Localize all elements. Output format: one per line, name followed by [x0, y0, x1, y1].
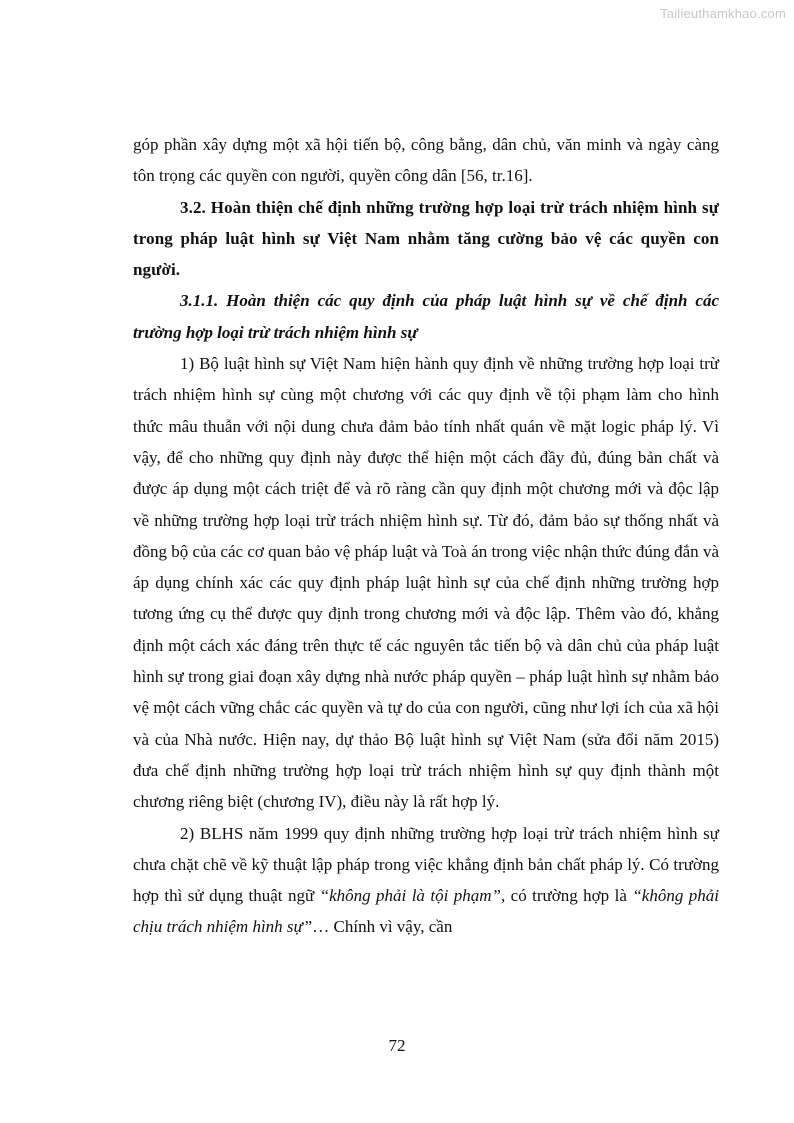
- document-body: [133, 129, 719, 943]
- paragraph-2: [133, 818, 719, 943]
- paragraph-2-term-2: “không phải chịu trách nhiệm hình sự”: [133, 886, 719, 937]
- paragraph-1: 1) Bộ luật hình sự Việt Nam hiện hành quy định về những trường hợp loại trừ trách nhiệm hình sự cùng một chương với các quy định về tội phạm làm cho hình thức mâu thuẫn với nội dung chưa đảm bảo tính nhất quán về mặt logic pháp lý. Vì vậy, để cho những quy định này được thể hiện một cách đầy đủ, đúng bản chất và được áp dụng một cách triệt để và rõ ràng cần quy định một chương mới và độc lập về những trường hợp loại trừ trách nhiệm hình sự. Từ đó, đảm bảo sự thống nhất và đồng bộ của các cơ quan bảo vệ pháp luật và Toà án trong việc nhận thức đúng đắn và áp dụng chính xác các quy định pháp luật hình sự của chế định những trường hợp tương ứng cụ thể được quy định trong chương mới và độc lập. Thêm vào đó, khẳng định một cách xác đáng trên thực tế các nguyên tắc tiến bộ và dân chủ của pháp luật hình sự trong giai đoạn xây dựng nhà nước pháp quyền – pháp luật hình sự nhằm bảo vệ một cách vững chắc các quyền và tự do của con người, cũng như lợi ích của xã hội và của Nhà nước. Hiện nay, dự thảo Bộ luật hình sự Việt Nam (sửa đổi năm 2015) đưa chế định những trường hợp loại trừ trách nhiệm hình sự quy định thành một chương riêng biệt (chương IV), điều này là rất hợp lý.: [133, 354, 719, 812]
- watermark: Tailieuthamkhao.com: [660, 6, 786, 21]
- paragraph-2-mid: có trường hợp là: [505, 886, 633, 906]
- section-heading: 3.2. Hoàn thiện chế định những trường hợp loại trừ trách nhiệm hình sự trong pháp luật hình sự Việt Nam nhằm tăng cường bảo vệ các quyền con người.: [133, 197, 719, 280]
- subsection-heading: 3.1.1. Hoàn thiện các quy định của pháp luật hình sự về chế định các trường hợp loại trừ trách nhiệm hình sự: [133, 291, 719, 342]
- page-number: 72: [388, 1036, 406, 1055]
- paragraph-2-term-1: “không phải là tội phạm”,: [319, 886, 506, 906]
- paragraph-2-end: … Chính vì vậy, cần: [312, 917, 453, 937]
- paragraph-2-start: 2) BLHS năm 1999 quy định những trường hợp loại trừ trách nhiệm hình sự chưa chặt chẽ về kỹ thuật lập pháp trong việc khẳng định bản chất pháp lý. Có trường hợp thì sử dụng thuật ngữ: [133, 823, 719, 906]
- paragraph-continued: góp phần xây dựng một xã hội tiến bộ, công bằng, dân chủ, văn minh và ngày càng tôn trọng các quyền con người, quyền công dân [56, tr.16].: [133, 135, 719, 186]
